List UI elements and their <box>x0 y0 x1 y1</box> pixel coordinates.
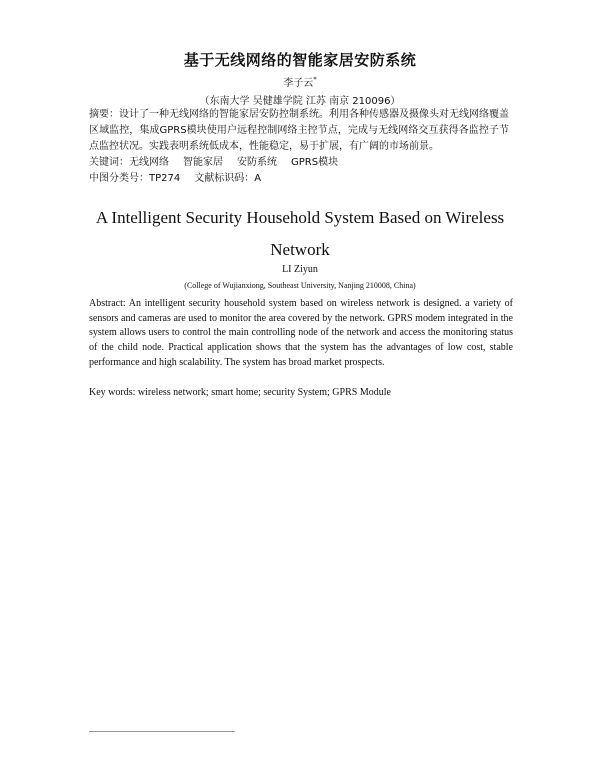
chinese-keyword: 无线网络 <box>129 157 169 168</box>
english-abstract <box>89 297 513 371</box>
english-abstract-text: An intelligent security household system based on wireless network is designed. a variety of sensors and cameras are used to monitor the area covered by the network. GPRS modem integrated in the system allows users to control the main controlling node of the network and access the monitoring status of the child node. Practical application shows that the system has the advantages of low cost, stable performance and high scalability. The system has broad market prospects. <box>89 298 513 368</box>
chinese-author <box>0 74 600 89</box>
chinese-keywords <box>89 155 509 171</box>
footnote-divider <box>89 731 235 732</box>
english-affiliation: (College of Wujianxiong, Southeast University, Nanjing 210008, China) <box>184 281 416 290</box>
chinese-affiliation: （东南大学 吴健雄学院 江苏 南京 210096） <box>199 96 401 107</box>
chinese-abstract <box>89 107 509 155</box>
chinese-author-name: 李子云 <box>283 78 314 89</box>
english-title: A Intelligent Security Household System Based on Wireless Network <box>95 208 505 259</box>
chinese-abstract-text: 设计了一种无线网络的智能家居安防控制系统。利用各种传感器及摄像头对无线网络覆盖区域监控，集成GPRS模块使用户远程控制网络主控节点，完成与无线网络交互获得各监控子节点监控状况。实践表明系统低成本，性能稳定，易于扩展，有广阔的市场前景。 <box>89 109 509 152</box>
chinese-keywords-label: 关键词： <box>89 157 129 168</box>
english-keywords <box>89 387 513 398</box>
chinese-keyword: 安防系统 <box>237 157 277 168</box>
author-footnote-mark: * <box>313 75 317 84</box>
classification-label: 中图分类号： <box>89 173 149 184</box>
document-code-label: 文献标识码： <box>194 173 255 184</box>
english-abstract-label: Abstract: <box>89 298 126 309</box>
chinese-title: 基于无线网络的智能家居安防系统 <box>183 51 417 69</box>
chinese-classification <box>89 171 509 187</box>
english-keywords-label: Key words: <box>89 387 136 398</box>
chinese-keyword: GPRS模块 <box>291 157 339 168</box>
chinese-keyword: 智能家居 <box>183 157 223 168</box>
english-keywords-text: wireless network; smart home; security System; GPRS Module <box>137 387 391 398</box>
english-author: LI Ziyun <box>282 264 318 275</box>
document-code-value: A <box>254 173 262 184</box>
classification-value: TP274 <box>149 173 181 184</box>
chinese-abstract-label: 摘要： <box>89 109 119 120</box>
